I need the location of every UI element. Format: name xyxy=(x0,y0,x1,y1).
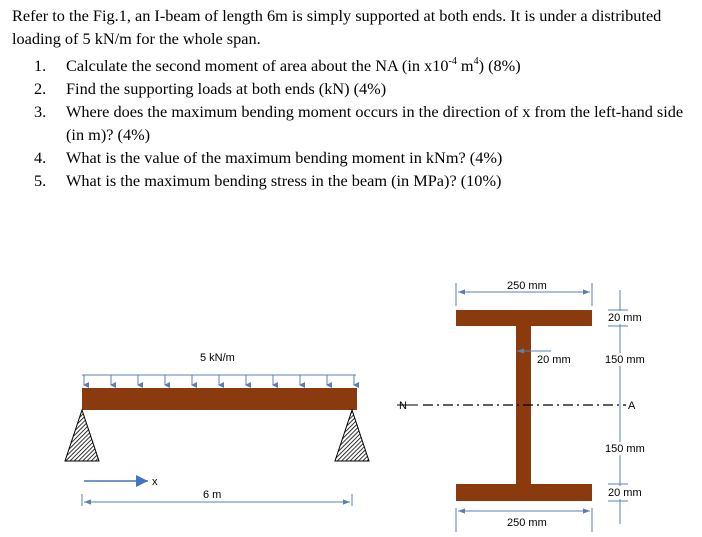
beam-diagram xyxy=(65,352,369,506)
question-text: ) (8%) xyxy=(478,56,521,75)
question-number: 2. xyxy=(34,79,47,98)
question-number: 5. xyxy=(34,171,47,190)
x-label: x xyxy=(152,476,158,488)
lower-web-height-label: 150 mm xyxy=(605,443,645,455)
question-number: 1. xyxy=(34,56,47,75)
question-text: Calculate the second moment of area about the NA (in x10 xyxy=(66,56,449,75)
web-thickness-label: 20 mm xyxy=(537,354,571,366)
bottom-flange-thickness-label: 20 mm xyxy=(608,487,642,499)
upper-web-height-label: 150 mm xyxy=(605,354,645,366)
length-label: 6 m xyxy=(203,489,222,501)
bottom-flange xyxy=(456,484,592,501)
question-text: Find the supporting loads at both ends (kN) (4%) xyxy=(66,79,387,98)
top-width-label: 250 mm xyxy=(507,280,547,292)
question-number: 3. xyxy=(34,102,47,121)
top-flange xyxy=(456,310,592,326)
exponent: 4 xyxy=(473,55,479,67)
question-number: 4. xyxy=(34,148,47,167)
question-text: m xyxy=(456,56,474,75)
right-support xyxy=(335,410,369,461)
distributed-load xyxy=(82,375,356,385)
problem-intro: Refer to the Fig.1, an I-beam of length 6m is simply supported at both ends. It is under a distributed loading of 5 kN/m for the whole span. xyxy=(12,6,662,48)
load-label: 5 kN/m xyxy=(200,352,235,364)
left-support xyxy=(65,410,99,461)
top-flange-thickness-label: 20 mm xyxy=(608,312,642,324)
na-left-label: N xyxy=(399,400,407,412)
question-text: What is the maximum bending stress in the beam (in MPa)? (10%) xyxy=(66,171,502,190)
question-text: Where does the maximum bending moment occurs in the direction of x from the left-hand side (in m)? (4%) xyxy=(66,102,684,144)
beam xyxy=(82,388,357,410)
na-right-label: A xyxy=(628,400,636,412)
bottom-width-label: 250 mm xyxy=(507,517,547,529)
exponent: -4 xyxy=(448,55,457,67)
question-text: What is the value of the maximum bending moment in kNm? (4%) xyxy=(66,148,503,167)
i-beam-section xyxy=(397,280,647,532)
